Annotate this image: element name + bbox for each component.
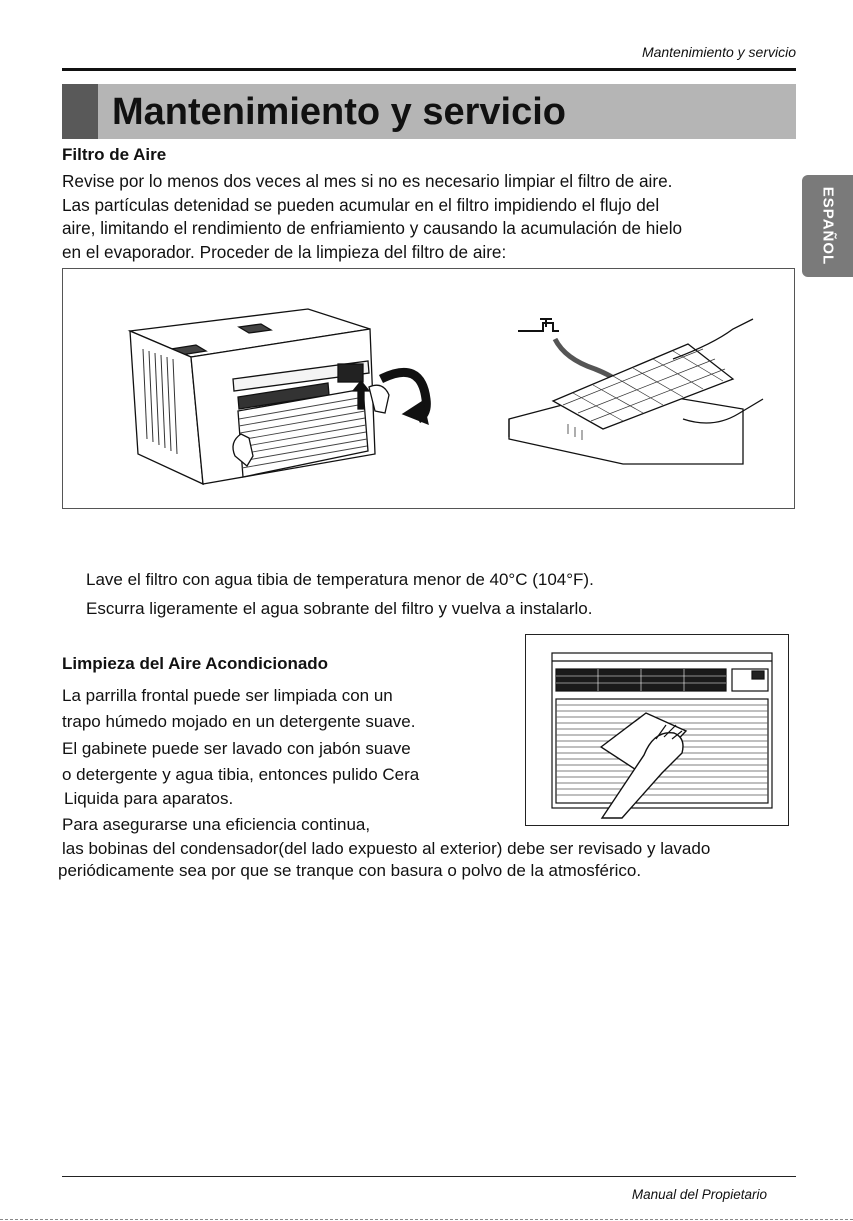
cleaning-line: trapo húmedo mojado en un detergente suave. — [62, 712, 416, 731]
filter-illustration — [62, 268, 795, 509]
footer-title: Manual del Propietario — [631, 1187, 767, 1202]
filter-heading: Filtro de Aire — [62, 145, 167, 164]
filter-line: en el evaporador. Proceder de la limpieza del filtro de aire: — [62, 241, 507, 262]
filter-illustration-svg — [63, 269, 796, 510]
footer-rule — [62, 1176, 796, 1177]
filter-washing-drawing — [509, 319, 763, 464]
filter-step-1: Lave el filtro con agua tibia de temperatura menor de 40°C (104°F). — [86, 570, 594, 589]
page-edge-dashes — [0, 1219, 853, 1220]
running-header: Mantenimiento y servicio — [641, 44, 796, 60]
cleaning-line: periódicamente sea por que se tranque con basura o polvo de la atmosférico. — [58, 861, 642, 880]
cleaning-line: las bobinas del condensador(del lado expuesto al exterior) debe ser revisado y lavado — [62, 839, 711, 858]
grille-cleaning-svg — [526, 635, 787, 824]
cleaning-heading: Limpieza del Aire Acondicionado — [62, 654, 329, 673]
filter-line: aire, limitando el rendimiento de enfriamiento y causando la acumulación de hielo — [62, 218, 683, 238]
filter-line: Las partículas detenidad se pueden acumular en el filtro impidiendo el flujo del — [62, 194, 660, 215]
grille-cleaning-illustration — [525, 634, 789, 826]
cleaning-line: o detergente y agua tibia, entonces pulido Cera — [62, 765, 420, 784]
cleaning-line: Liquida para aparatos. — [64, 789, 234, 808]
cleaning-line: El gabinete puede ser lavado con jabón suave — [62, 739, 411, 758]
banner-accent-block — [62, 84, 98, 139]
language-tab-label: ESPAÑOL — [819, 186, 836, 266]
language-tab — [802, 175, 853, 277]
page-title: Mantenimiento y servicio — [112, 91, 567, 133]
cleaning-line: Para asegurarse una eficiencia continua, — [62, 815, 371, 834]
cleaning-line: La parrilla frontal puede ser limpiada con un — [62, 686, 393, 705]
header-rule — [62, 68, 796, 71]
filter-intro — [62, 170, 682, 264]
filter-step-2: Escurra ligeramente el agua sobrante del filtro y vuelva a instalarlo. — [86, 599, 593, 618]
air-conditioner-drawing — [130, 309, 428, 484]
filter-line: Revise por lo menos dos veces al mes si no es necesario limpiar el filtro de aire. — [62, 171, 673, 191]
